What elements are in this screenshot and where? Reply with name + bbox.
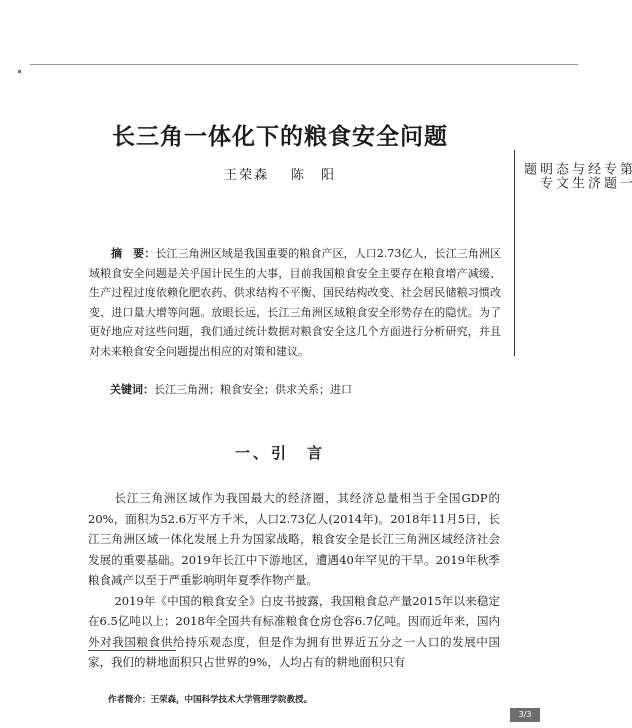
author-footnote: 作者简介：王荣森，中国科学技术大学管理学院教授。 (108, 695, 313, 705)
abstract-text: 长江三角洲区域是我国重要的粮食产区，人口2.73亿人，长江三角洲区域粮食安全问题是关乎国计民生的大事，目前我国粮食安全主要存在粮食增产减缓、生产过程过度依赖化肥农药、供求结构不平衡、国民结构改变、社会居民储粮习惯改变、进口量大增等问题。放眼长远，长江三角洲区域粮食安全形势存在的隐忧。为了更好地应对这些问题，我们通过统计数据对粮食安全这几个方面进行分析研究，并且对未来粮食安全问题提出相应的对策和建议。 (89, 247, 501, 358)
header-rule (30, 64, 578, 65)
keywords-label: 关键词： (110, 383, 154, 396)
abstract (89, 244, 501, 362)
abstract-label: 摘 要： (111, 247, 156, 260)
footnote-rule (88, 650, 176, 651)
author-name: 陈 阳 (291, 168, 337, 183)
keywords (110, 381, 352, 397)
scan-speck (18, 70, 21, 73)
keywords-text: 长江三角洲；粮食安全；供求关系；进口 (154, 383, 352, 396)
page-number: 3/3 (510, 708, 540, 722)
body-paragraph: 长江三角洲区域作为我国最大的经济圈，其经济总量相当于全国GDP的20%，面积为52.6万平方千米，人口2.73亿人(2014年)。2018年11月5日，长江三角洲区域一体化发展上升为国家战略，粮食安全是长江三角洲区域经济社会发展的重要基础。2019年长江中下游地区，遭遇40年罕见的干旱。2019年秋季粮食减产以至于严重影响明年夏季作物产量。 (88, 491, 500, 587)
section-heading: 一、引 言 (234, 444, 325, 462)
author-name: 王荣森 (223, 168, 269, 183)
author-list (60, 164, 500, 183)
body-text (88, 488, 500, 673)
side-band-label: 第一专题 经济与生态文明专题 (521, 162, 632, 204)
article-title: 长三角一体化下的粮食安全问题 (112, 124, 448, 150)
side-band-rule (514, 150, 515, 356)
body-paragraph: 2019年《中国的粮食安全》白皮书披露，我国粮食总产量2015年以来稳定在6.5亿吨以上；2018年全国共有标准粮食仓房仓容6.7亿吨。因而近年来，国内外对我国粮食供给持乐观态度，但是作为拥有世界近五分之一人口的发展中国家，我们的耕地面积只占世界的9%，人均占有的耕地面积只有 (88, 593, 500, 669)
